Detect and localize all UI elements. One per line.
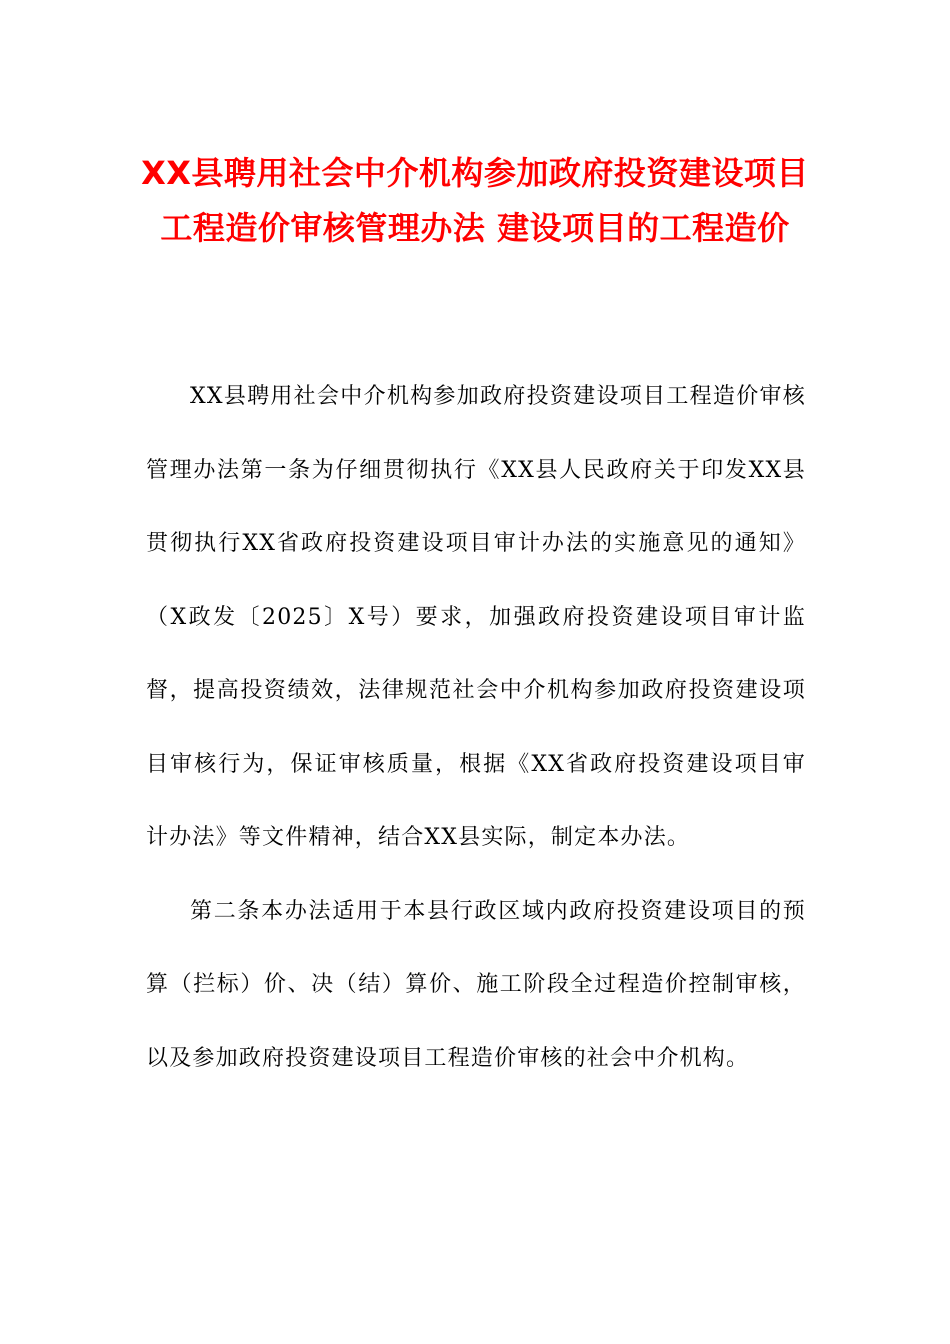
paragraph-2: 第二条本办法适用于本县行政区域内政府投资建设项目的预算（拦标）价、决（结）算价、施工阶段全过程造价控制审核，以及参加政府投资建设项目工程造价审核的社会中介机构。 <box>146 898 806 1071</box>
document-body <box>146 360 806 1095</box>
document-title: XX县聘用社会中介机构参加政府投资建设项目工程造价审核管理办法 建设项目的工程造价 <box>141 154 809 247</box>
paragraph-1: XX县聘用社会中介机构参加政府投资建设项目工程造价审核管理办法第一条为仔细贯彻执行《XX县人民政府关于印发XX县贯彻执行XX省政府投资建设项目审计办法的实施意见的通知》（X政发〔2025〕X号）要求，加强政府投资建设项目审计监督，提高投资绩效，法律规范社会中介机构参加政府投资建设项目审核行为，保证审核质量，根据《XX省政府投资建设项目审计办法》等文件精神，结合XX县实际，制定本办法。 <box>146 384 806 850</box>
